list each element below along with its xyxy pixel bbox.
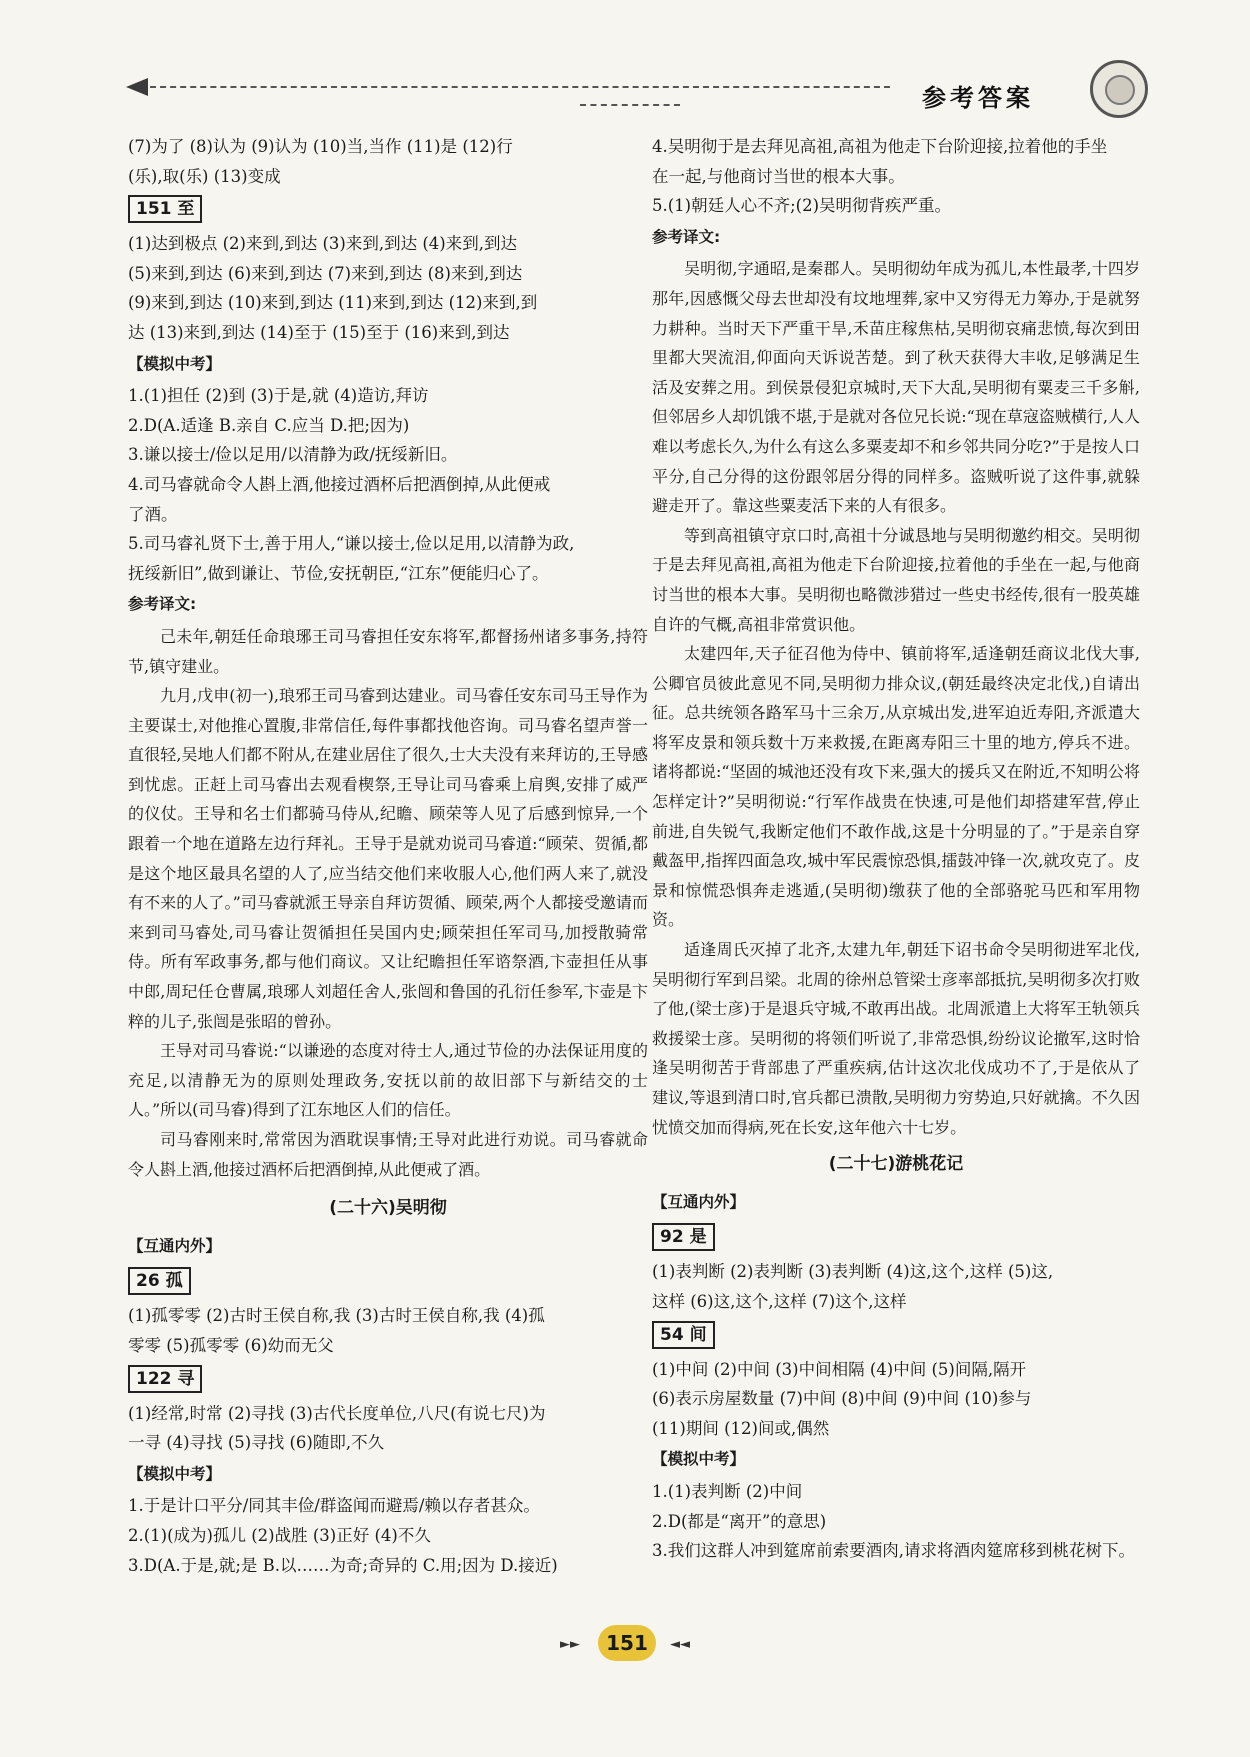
word-tag-zhi: 151 至: [128, 195, 202, 223]
moni-line: 5.司马睿礼贤下士,善于用人,“谦以接士,俭以足用,以清静为政,: [128, 534, 575, 554]
left-double-arrow-icon: ►►: [560, 1637, 580, 1652]
moni-line: 抚绥新旧”,做到谦让、节俭,安抚朝臣,“江东”便能归心了。: [128, 563, 549, 583]
answer-line: 5.(1)朝廷人心不齐;(2)吴明彻背疾严重。: [652, 196, 952, 216]
right-double-arrow-icon: ◄◄: [670, 1637, 690, 1652]
moni-line: 3.D(A.于是,就;是 B.以……为奇;奇异的 C.用;因为 D.接近): [128, 1555, 558, 1575]
book-magnifier-icon: [1090, 60, 1148, 118]
section-label-hutong: 【互通内外】: [128, 1236, 222, 1255]
story-title-26: (二十六)吴明彻: [329, 1198, 447, 1219]
moni-line: 1.(1)担任 (2)到 (3)于是,就 (4)造访,拜访: [128, 386, 429, 406]
right-column: [652, 132, 1140, 1566]
jian-line: (11)期间 (12)间或,偶然: [652, 1418, 830, 1438]
reference-translation-label: 参考译文:: [652, 227, 721, 246]
zhi-line: 达 (13)来到,到达 (14)至于 (15)至于 (16)来到,到达: [128, 322, 510, 342]
page-number-badge: [560, 1625, 690, 1665]
moni-line: 4.司马睿就命令人斟上酒,他接过酒杯后把酒倒掉,从此便戒: [128, 474, 551, 494]
intro-line: (乐),取(乐) (13)变成: [128, 166, 281, 186]
word-tag-gu: 26 孤: [128, 1267, 191, 1295]
word-tag-jian: 54 间: [652, 1321, 715, 1349]
zhi-line: (1)达到极点 (2)来到,到达 (3)来到,到达 (4)来到,到达: [128, 234, 517, 254]
section-label-moni: 【模拟中考】: [652, 1450, 746, 1469]
translation-paragraph: 吴明彻,字通昭,是秦郡人。吴明彻幼年成为孤儿,本性最孝,十四岁那年,因感慨父母去世却没有坟地埋葬,家中又穷得无力筹办,于是就努力耕种。当时天下严重干旱,禾苗庄稼焦枯,吴明彻哀痛悲愤,每次到田里都大哭流泪,仰面向天诉说苦楚。到了秋天获得大丰收,足够满足生活及安葬之用。到侯景侵犯京城时,天下大乱,吴明彻有粟麦三千多斛,但邻居乡人却饥饿不堪,于是就对各位兄长说:“现在草寇盗贼横行,人人难以考虑长久,为什么有这么多粟麦却不和乡邻共同分吃?”于是按人口平分,自己分得的这份跟邻居分得的同样多。盗贼听说了这件事,就躲避走开了。靠这些粟麦活下来的人有很多。: [652, 259, 1140, 516]
moni-line: 2.(1)(成为)孤儿 (2)战胜 (3)正好 (4)不久: [128, 1525, 431, 1545]
gu-line: (1)孤零零 (2)古时王侯自称,我 (3)古时王侯自称,我 (4)孤: [128, 1306, 545, 1326]
section-label-hutong: 【互通内外】: [652, 1192, 746, 1211]
translation-block: [128, 622, 648, 1184]
xun-line: 一寻 (4)寻找 (5)寻找 (6)随即,不久: [128, 1433, 385, 1453]
translation-paragraph: 己未年,朝廷任命琅琊王司马睿担任安东将军,都督扬州诸多事务,持符节,镇守建业。: [128, 626, 648, 676]
left-column: [128, 132, 648, 1580]
jian-line: (1)中间 (2)中间 (3)中间相隔 (4)中间 (5)间隔,隔开: [652, 1359, 1027, 1379]
left-arrow-icon: [126, 78, 148, 96]
xun-line: (1)经常,时常 (2)寻找 (3)古代长度单位,八尺(有说七尺)为: [128, 1403, 546, 1423]
moni-line: 1.于是计口平分/同其丰俭/群盗闻而避焉/赖以存者甚众。: [128, 1496, 540, 1516]
jian-line: (6)表示房屋数量 (7)中间 (8)中间 (9)中间 (10)参与: [652, 1389, 1032, 1409]
header-rule: [150, 86, 890, 88]
moni-line: 1.(1)表判断 (2)中间: [652, 1481, 803, 1501]
page-title: 参考答案: [922, 84, 1034, 112]
translation-paragraph: 太建四年,天子征召他为侍中、镇前将军,适逢朝廷商议北伐大事,公卿官员彼此意见不同,吴明彻力排众议,(朝廷最终决定北伐,)自请出征。总共统领各路军马十三余万,从京城出发,进军迫近寿阳,齐派遣大将军皮景和领兵数十万来救援,在距离寿阳三十里的地方,停兵不进。诸将都说:“坚固的城池还没有攻下来,强大的援兵又在附近,不知明公将怎样定计?”吴明彻说:“行军作战贵在快速,可是他们却搭建军营,停止前进,自失锐气,我断定他们不敢作战,这是十分明显的了。”于是亲自穿戴盔甲,指挥四面急攻,城中军民震惊恐惧,擂鼓冲锋一次,就攻克了。皮景和惊慌恐惧奔走逃遁,(吴明彻)缴获了他的全部骆驼马匹和军用物资。: [652, 644, 1140, 930]
answer-line: 在一起,与他商讨当世的根本大事。: [652, 166, 905, 186]
header-rule-accent: [580, 104, 680, 106]
translation-paragraph: 王导对司马睿说:“以谦逊的态度对待士人,通过节俭的办法保证用度的充足,以清静无为的原则处理政务,安抚以前的故旧部下与新结交的士人。”所以(司马睿)得到了江东地区人们的信任。: [128, 1041, 648, 1120]
zhi-line: (5)来到,到达 (6)来到,到达 (7)来到,到达 (8)来到,到达: [128, 263, 523, 283]
moni-line: 2.D(A.适逢 B.亲自 C.应当 D.把;因为): [128, 415, 410, 435]
reference-translation-label: 参考译文:: [128, 595, 197, 614]
translation-paragraph: 适逢周氏灭掉了北齐,太建九年,朝廷下诏书命令吴明彻进军北伐,吴明彻行军到吕梁。北周的徐州总管梁士彦率部抵抗,吴明彻多次打败了他,(梁士彦)于是退兵守城,不敢再出战。北周派遣上大将军王轨领兵救援梁士彦。吴明彻的将领们听说了,非常恐惧,纷纷议论撤军,这时恰逢吴明彻苦于背部患了严重疾病,估计这次北伐成功不了,于是依从了建议,等退到清口时,官兵都已溃散,吴明彻力穷势迫,只好就擒。不久因忧愤交加而得病,死在长安,这年他六十七岁。: [652, 940, 1140, 1137]
moni-line: 2.D(都是“离开”的意思): [652, 1511, 827, 1531]
word-tag-xun: 122 寻: [128, 1365, 202, 1393]
shi-line: 这样 (6)这,这个,这样 (7)这个,这样: [652, 1291, 907, 1311]
story-title-27: (二十七)游桃花记: [828, 1154, 964, 1175]
translation-paragraph: 九月,戊申(初一),琅邪王司马睿到达建业。司马睿任安东司马王导作为主要谋士,对他推心置腹,非常信任,每件事都找他咨询。司马睿名望声誉一直很轻,吴地人们都不附从,在建业居住了很久,士大夫没有来拜访的,王导感到忧虑。正赶上司马睿出去观看楔祭,王导让司马睿乘上肩舆,安排了威严的仪仗。王导和名士们都骑马侍从,纪瞻、顾荣等人见了后感到惊异,一个跟着一个地在道路左边行拜礼。王导于是就劝说司马睿道:“顾荣、贺循,都是这个地区最具名望的人了,应当结交他们来收服人心,他们两人来了,就没有不来的人了。”司马睿就派王导亲自拜访贺循、顾荣,两个人都接受邀请而来到司马睿处,司马睿让贺循担任吴国内史;顾荣担任军司马,加授散骑常侍。所有军政事务,都与他们商议。又让纪瞻担任军谘祭酒,卞壶担任从事中郎,周玘任仓曹属,琅琊人刘超任舍人,张闿和鲁国的孔衍任参军,卞壶是卞粹的儿子,张闿是张昭的曾孙。: [128, 686, 648, 1031]
section-label-moni: 【模拟中考】: [128, 354, 222, 373]
moni-line: 3.我们这群人冲到筵席前索要酒肉,请求将酒肉筵席移到桃花树下。: [652, 1541, 1135, 1561]
answer-line: 4.吴明彻于是去拜见高祖,高祖为他走下台阶迎接,拉着他的手坐: [652, 137, 1108, 156]
translation-paragraph: 等到高祖镇守京口时,高祖十分诚恳地与吴明彻邀约相交。吴明彻于是去拜见高祖,高祖为他走下台阶迎接,拉着他的手坐在一起,与他商讨当世的根本大事。吴明彻也略微涉猎过一些史书经传,很有一股英雄自许的气概,高祖非常赏识他。: [652, 525, 1140, 634]
intro-line: (7)为了 (8)认为 (9)认为 (10)当,当作 (11)是 (12)行: [128, 137, 513, 156]
gu-line: 零零 (5)孤零零 (6)幼而无父: [128, 1335, 334, 1355]
translation-block: [652, 254, 1140, 1142]
section-label-moni: 【模拟中考】: [128, 1464, 222, 1483]
moni-line: 了酒。: [128, 504, 178, 524]
word-tag-shi: 92 是: [652, 1223, 715, 1251]
zhi-line: (9)来到,到达 (10)来到,到达 (11)来到,到达 (12)来到,到: [128, 293, 538, 313]
translation-paragraph: 司马睿刚来时,常常因为酒耽误事情;王导对此进行劝说。司马睿就命令人斟上酒,他接过酒杯后把酒倒掉,从此便戒了酒。: [128, 1130, 648, 1179]
shi-line: (1)表判断 (2)表判断 (3)表判断 (4)这,这个,这样 (5)这,: [652, 1262, 1054, 1282]
moni-line: 3.谦以接士/俭以足用/以清静为政/抚绥新旧。: [128, 445, 458, 465]
page-number: 151: [598, 1625, 656, 1661]
